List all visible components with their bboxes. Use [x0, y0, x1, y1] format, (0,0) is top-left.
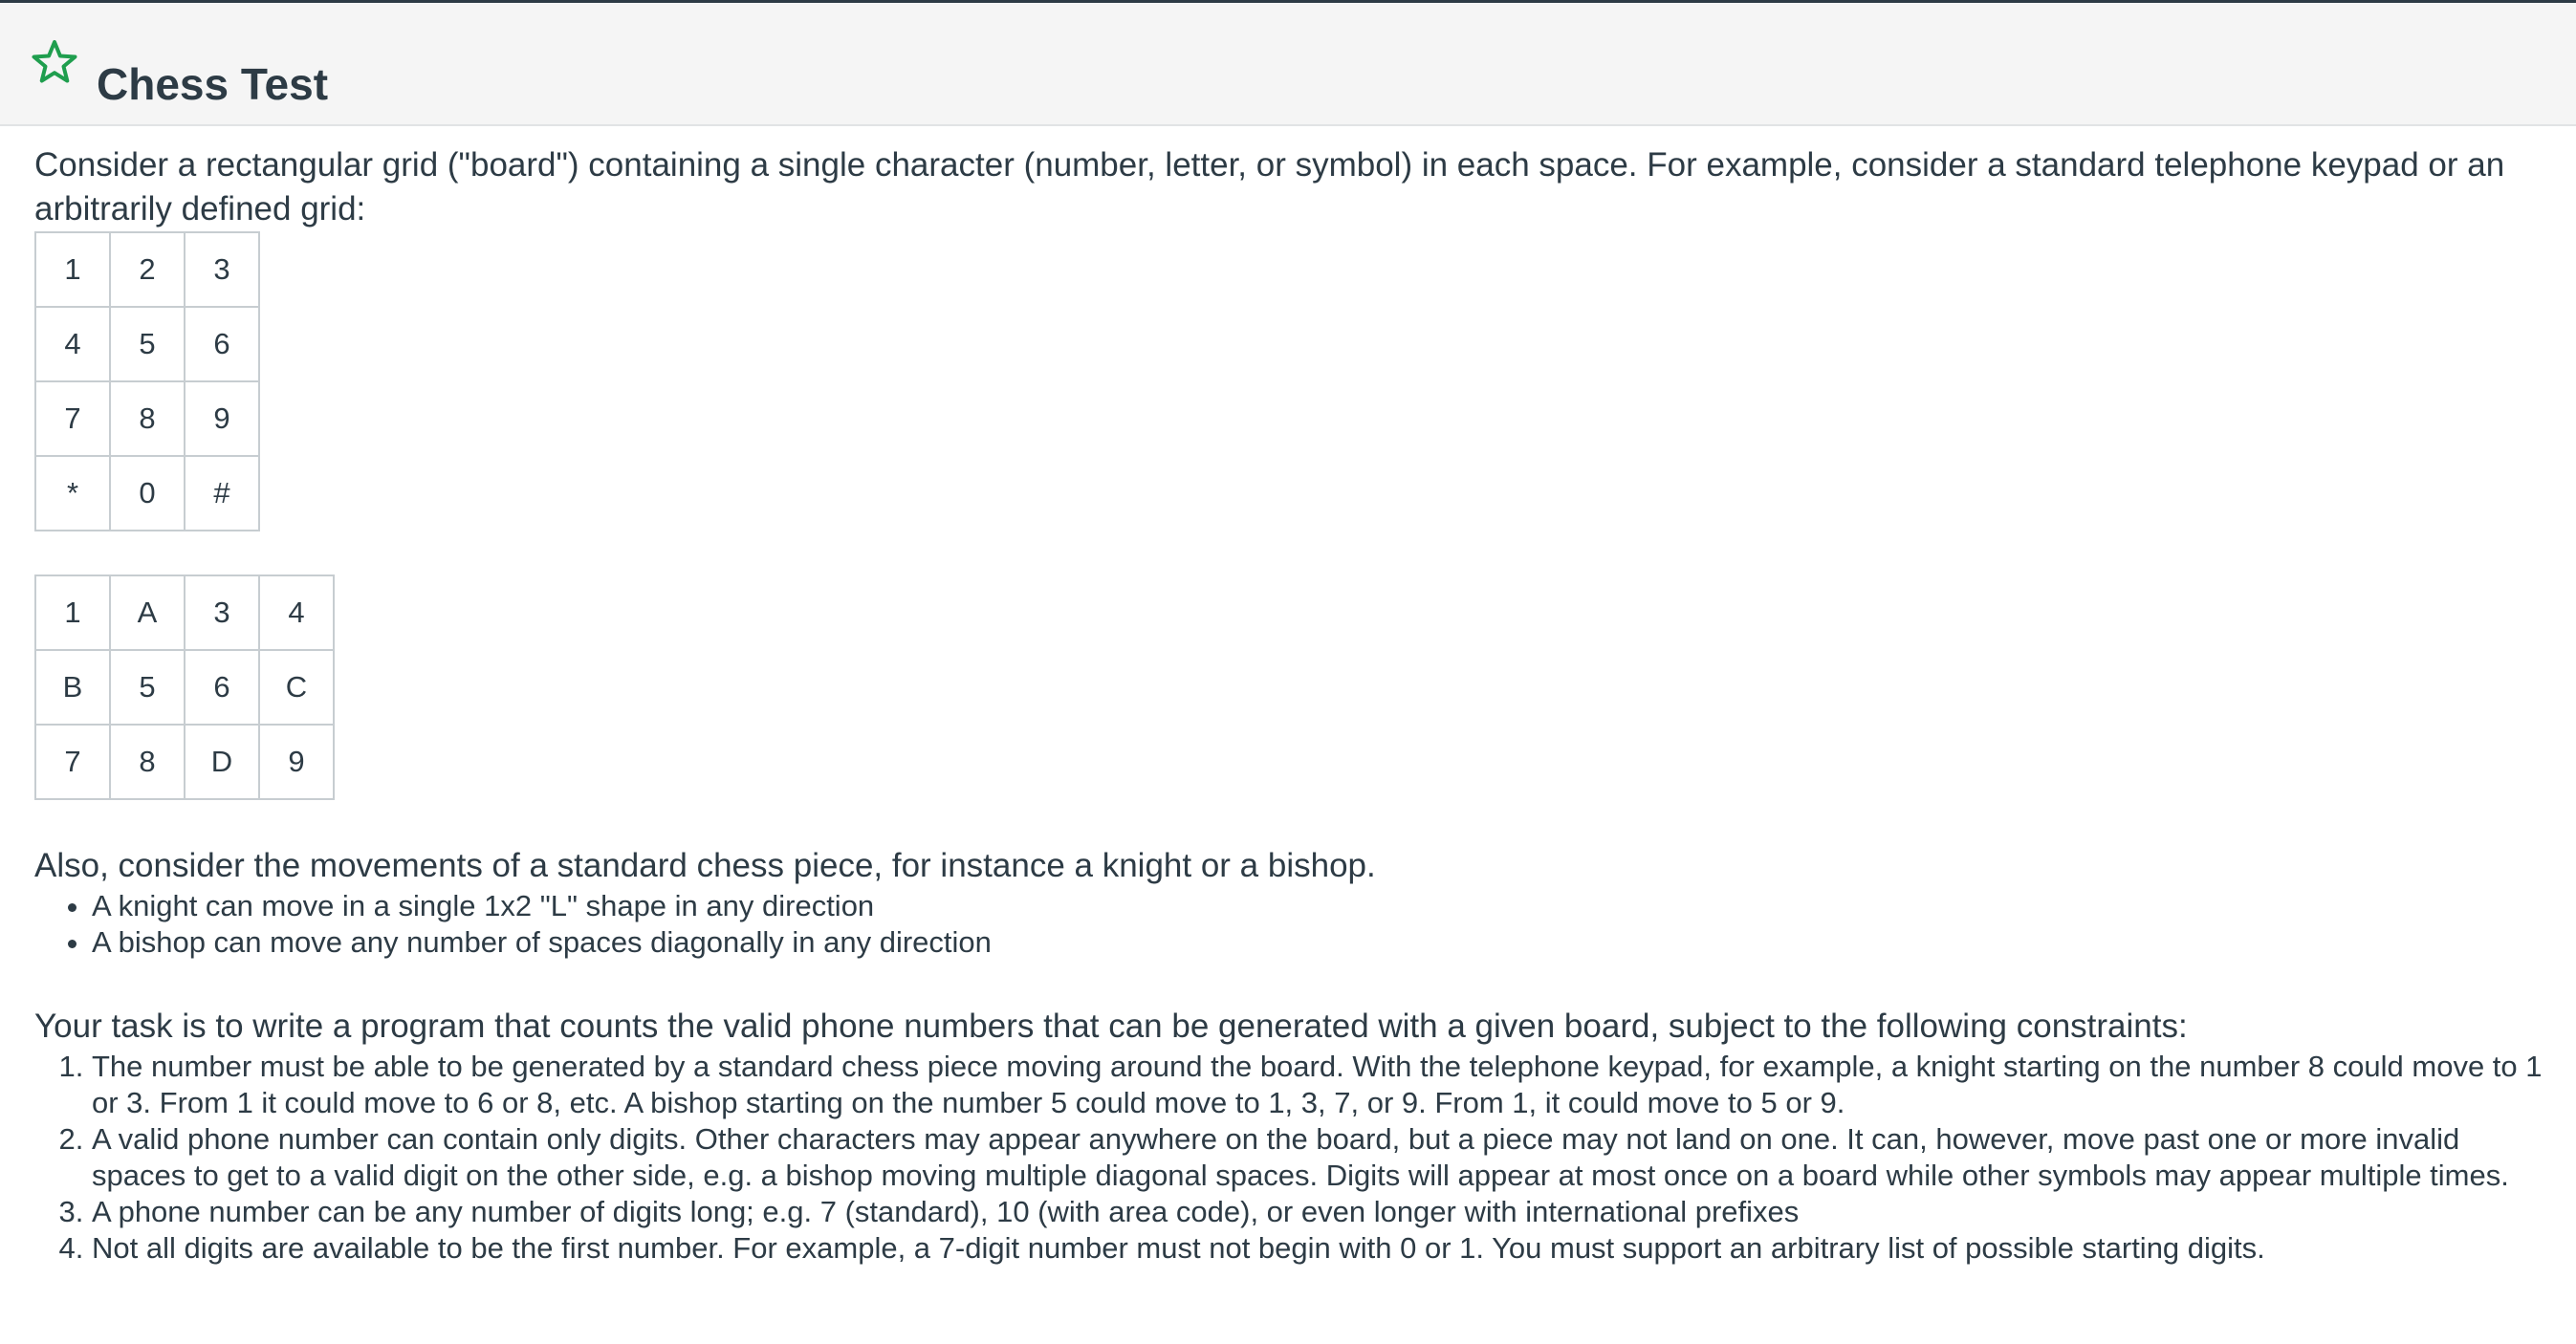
list-item: • A bishop can move any number of spaces diagonally in any direction	[92, 924, 2549, 961]
grid-cell: 3	[185, 232, 259, 307]
grid-cell: 0	[110, 456, 185, 531]
custom-grid	[34, 574, 335, 800]
constraints-list	[34, 1049, 2549, 1267]
grid-row	[35, 725, 334, 799]
grid-cell: C	[259, 650, 334, 725]
grid-cell: 5	[110, 307, 185, 381]
grid-row	[35, 381, 259, 456]
grid-cell: A	[110, 575, 185, 650]
grid-cell: 9	[259, 725, 334, 799]
intro-paragraph: Consider a rectangular grid ("board") containing a single character (number, letter, or symbol) in each space. For example, consider a standard telephone keypad or an arbitrarily defined grid:	[34, 146, 2505, 228]
page-header	[0, 3, 2576, 126]
grid-row	[35, 650, 334, 725]
grid-cell: #	[185, 456, 259, 531]
list-item: • A knight can move in a single 1x2 "L" shape in any direction	[92, 888, 2549, 924]
grid-cell: 2	[110, 232, 185, 307]
grid-cell: 5	[110, 650, 185, 725]
grid-cell: 7	[35, 381, 110, 456]
grid-cell: *	[35, 456, 110, 531]
grid-cell: 6	[185, 650, 259, 725]
grid-cell: 8	[110, 725, 185, 799]
task-intro-paragraph: Your task is to write a program that counts the valid phone numbers that can be generated with a given board, subject to the following constraints:	[34, 1008, 2188, 1045]
grid-row	[35, 232, 259, 307]
grid-cell: 3	[185, 575, 259, 650]
chess-movement-list	[34, 888, 2549, 961]
list-item: 3. A phone number can be any number of digits long; e.g. 7 (standard), 10 (with area code), or even longer with international prefixes	[92, 1194, 2549, 1230]
list-item: 2. A valid phone number can contain only digits. Other characters may appear anywhere on the board, but a piece may not land on one. It can, however, move past one or more invalid spaces to get to a valid digit on the other side, e.g. a bishop moving multiple diagonal spaces. Digits will appear at most once on a board while other symbols may appear multiple times.	[92, 1121, 2549, 1194]
grid-row	[35, 307, 259, 381]
grid-cell: 1	[35, 232, 110, 307]
star-outline-icon[interactable]	[31, 38, 78, 84]
grid-row	[35, 575, 334, 650]
grid-cell: 7	[35, 725, 110, 799]
page-title: Chess Test	[97, 58, 329, 109]
grid-cell: D	[185, 725, 259, 799]
grid-cell: 6	[185, 307, 259, 381]
assignment-content	[34, 143, 2549, 1267]
telephone-keypad-grid	[34, 231, 260, 531]
grid-cell: 4	[259, 575, 334, 650]
grid-row	[35, 456, 259, 531]
chess-intro-paragraph: Also, consider the movements of a standard chess piece, for instance a knight or a bishop.	[34, 847, 1376, 884]
list-item: 4. Not all digits are available to be the first number. For example, a 7-digit number must not begin with 0 or 1. You must support an arbitrary list of possible starting digits.	[92, 1230, 2549, 1267]
list-item: 1. The number must be able to be generated by a standard chess piece moving around the board. With the telephone keypad, for example, a knight starting on the number 8 could move to 1 or 3. From 1 it could move to 6 or 8, etc. A bishop starting on the number 5 could move to 1, 3, 7, or 9. From 1, it could move to 5 or 9.	[92, 1049, 2549, 1121]
grid-cell: 8	[110, 381, 185, 456]
grid-cell: 4	[35, 307, 110, 381]
grid-cell: B	[35, 650, 110, 725]
grid-cell: 1	[35, 575, 110, 650]
grid-cell: 9	[185, 381, 259, 456]
